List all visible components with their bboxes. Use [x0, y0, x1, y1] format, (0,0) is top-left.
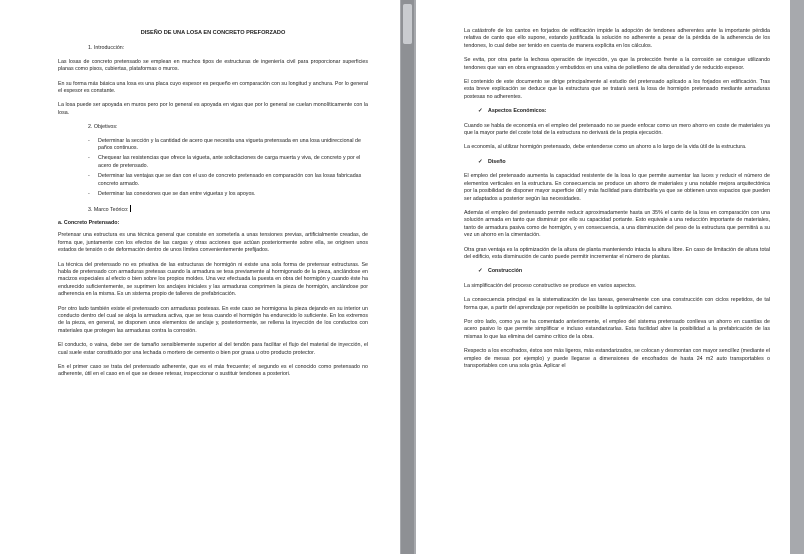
- paragraph: La economía, al utilizar hormigón pretensado, debe entenderse como un ahorro a lo largo de la vida útil de la estructura.: [464, 144, 747, 151]
- paragraph: La simplificación del proceso constructivo se produce en varios aspectos.: [464, 282, 637, 289]
- paragraph: Las losas de concreto pretensado se emplean en muchos tipos de estructuras de ingeniería civil para proporcionar superficies planas como pisos, cubiertas, plataformas o muros.: [58, 58, 368, 73]
- list-item: - Determinar las ventajas que se dan con el uso de concreto pretensado en comparación con las losas fabricadas concreto armado.: [98, 173, 368, 188]
- paragraph: La losa puede ser apoyada en muros pero por lo general es apoyada en vigas que por lo general se cuelan monolíticamente con la losa.: [58, 102, 368, 116]
- heading-construccion: [478, 268, 770, 275]
- objectives-list: [58, 138, 368, 199]
- paragraph: Se evita, por otra parte la lechosa operación de inyección, ya que la protección frente a la corrosión se consigue utilizando tendones que van en obra engrasados y embutidos en una vaina de polietileno de alta densidad y de reducido espesor.: [464, 57, 770, 71]
- heading-text: Aspectos Económicos:: [488, 108, 547, 115]
- paragraph: Pretensar una estructura es una técnica general que consiste en someterla a unas tensiones previas, artificialmente creadas, de forma que, juntamente con los efectos de las cargas y otras acciones que actúan posteriormente sobre ella, se originen unos estados de tensión o de deformación dentro de unos límites convenientemente prefijados.: [58, 232, 368, 254]
- heading-introduccion: 1. Introducción:: [88, 45, 125, 52]
- paragraph: La consecuencia principal es la sistematización de las tareas, generalmente con una construcción con ciclos repetidos, de tal forma que, a partir del aprendizaje por repetición se posibilite la optimización del camino.: [464, 297, 770, 311]
- text-cursor: [130, 205, 131, 212]
- paragraph: En el primer caso se trata del pretensado adherente, que es el más frecuente; el segundo es el conocido como pretensado no adherente, útil en el caso en el que se desee retesar, inspeccionar o sustituir tendones a posteriori.: [58, 364, 368, 378]
- paragraph: Respecto a los encofrados, éstos son más ligeros, más estandarizados, se colocan y desmontan con mayor sencillez (mediante el empleo de mesas por ejemplo) y puede llegarse a dimensiones de encofrados de hasta 24 m2 auto transportables o transportables con una sola grúa. Aplicar el: [464, 348, 770, 369]
- paragraph: Por otro lado también existe el pretensado con armaduras postesas. En este caso se hormigona la pieza dejando en su interior un conducto dentro del cual se aloja la armadura activa, que se tesa cuando el hormigón ha endurecido lo suficiente. En los extremos de la pieza, en general, se disponen unos elementos de anclaje y, posteriormente, se rellena la inyección de los conductos con materiales que protegen las armaduras contra la corrosión.: [58, 305, 368, 334]
- heading-marco-teorico-text: 3. Marco Teórico:: [88, 206, 129, 213]
- paragraph: El conducto, o vaina, debe ser de tamaño sensiblemente superior al del tendón para facilitar el flujo del material de inyección, el cual suele estar constituido por una lechada o mortero de cemento o bien por grasa u otro producto protector.: [58, 342, 368, 356]
- paragraph: Además el empleo del pretensado permite reducir aproximadamente hasta un 35% el canto de la losa en comparación con una solución armada en tanto que disminuir por ello su capacidad portante. Esto equivale a una reducción importante de materiales, tanto de armadura pasiva como de hormigón, y en consecuencia, a una disminución del peso de la estructura que permitirá a su vez un ahorro en la cimentación.: [464, 209, 770, 239]
- document-title: DISEÑO DE UNA LOSA EN CONCRETO PREFORZADO: [140, 30, 286, 36]
- paragraph: Cuando se habla de economía en el empleo del pretensado no se puede enfocar como un mero ahorro en coste de materiales ya que la mayor parte del coste total de la estructura no derivará de la propia ejecución.: [464, 122, 770, 137]
- paragraph: La técnica del pretensado no es privativa de las estructuras de hormigón ni existe una sola forma de pretensar estructuras. Se habla de pretensado con armaduras pretesas cuando la armadura se tesa previamente al hormigonado de la pieza, anclándose en macizos especiales al efecto o bien sobre los propios moldes. Una vez efectuada la puesta en obra del hormigón y cuando éste ha endurecido suficientemente, se suprimen los anclajes iniciales y las armaduras comprimen la pieza de hormigón, anclándose por adherencia en la misma. Es un sistema propio de talleres de prefabricación.: [58, 261, 368, 298]
- document-page-right[interactable]: [416, 0, 790, 554]
- checkmark-icon: ✓: [478, 158, 483, 165]
- list-item: - Chequear las resistencias que ofrece la vigueta, ante solicitaciones de carga muerta y viva, de concreto y por el acero de pretensado.: [98, 155, 368, 170]
- list-item: - Determinar las conexiones que se dan entre viguetas y los apoyos.: [98, 191, 368, 198]
- heading-diseno: [478, 159, 770, 166]
- paragraph: Por otro lado, como ya se ha comentado anteriormente, el empleo del sistema pretensado conlleva un ahorro en cuantías de acero pasivo lo que permite simplificar e incluso estandarizarlas. Esta facilidad abre la posibilidad a la prefabricación de las mismas lo que las elimina del camino crítico de la obra.: [464, 318, 770, 340]
- paragraph: El contenido de este documento se dirige principalmente al estudio del pretensado aplicado a los forjados en edificación. Tras esta breve explicación se deduce que la estructura que se tratará será la losa de hormigón pretensado mediante armaduras postesas no adherentes.: [464, 79, 770, 100]
- paragraph: En su forma más básica una losa es una placa cuyo espesor es pequeño en comparación con su longitud y anchura. Por lo general el espesor es constante.: [58, 80, 368, 95]
- scrollbar-thumb[interactable]: [403, 4, 412, 44]
- heading-aspectos-economicos: [478, 108, 770, 115]
- list-item: - Determinar la sección y la cantidad de acero que necesita una vigueta pretensada en una losa unidireccional de paños continuos.: [98, 138, 368, 153]
- vertical-scrollbar[interactable]: [401, 0, 414, 554]
- heading-objetivos: 2. Objetivos:: [88, 124, 118, 131]
- document-page-left[interactable]: [0, 0, 400, 554]
- paragraph: Otra gran ventaja es la optimización de la altura de planta manteniendo intacta la altura libre. En caso de limitación de altura total del edificio, esta disminución de canto puede permitir incrementar el número de plantas.: [464, 246, 770, 260]
- paragraph: El empleo del pretensado aumenta la capacidad resistente de la losa lo que permite aumentar las luces y reducir el número de elementos verticales en la estructura. En consecuencia se produce un ahorro de materiales y una notable mejora arquitectónica por la posibilidad de disponer mayor superficie útil y más facilidad para distribuirla ya que se obtienen unos espacios que pueden ser adaptados a posterior según las necesidades.: [464, 173, 770, 202]
- heading-marco-teorico: [88, 205, 368, 214]
- checkmark-icon: ✓: [478, 108, 483, 115]
- heading-text: Construcción: [488, 268, 523, 275]
- workspace-edge: [790, 0, 804, 554]
- heading-text: Diseño: [488, 158, 506, 165]
- checkmark-icon: ✓: [478, 268, 483, 275]
- paragraph: La catástrofe de los cantos en forjados de edificación impide la adopción de tendones adherentes ante la importante pérdida relativa de canto que ello supone, estando justificada la solución no adherente a pesar de la pérdida de la adherencia de los tendones, lo cual debe ser tenido en cuenta de manera explícita en los cálculos.: [464, 28, 770, 49]
- subheading-concreto-pretensado: a. Concreto Pretensado:: [58, 219, 120, 226]
